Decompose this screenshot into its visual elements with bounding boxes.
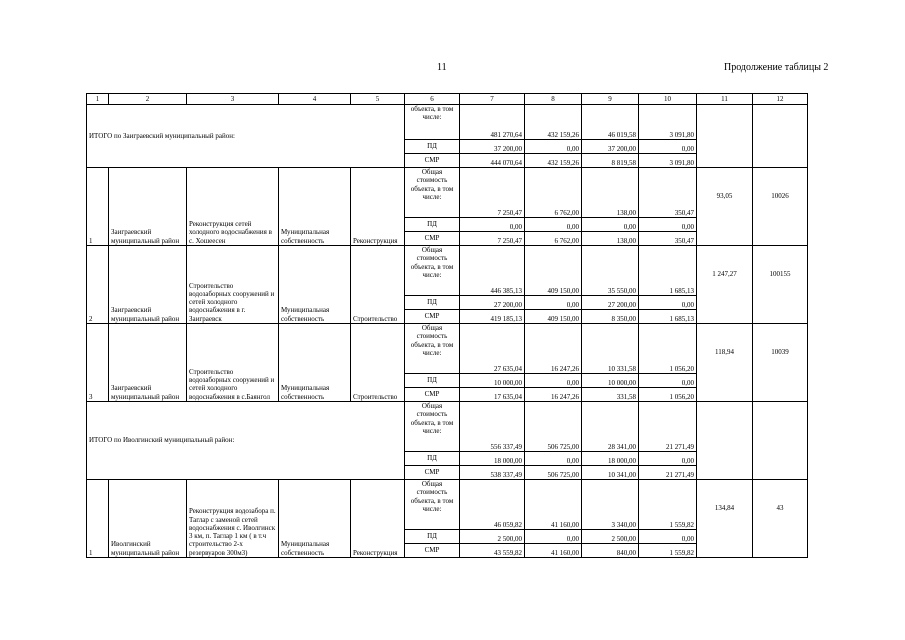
value-cell: 10 341,00 [582, 466, 639, 480]
object-row [87, 324, 808, 374]
header-cell: 1 [87, 94, 109, 105]
value-cell: 35 550,00 [582, 246, 639, 296]
value-cell: 2 500,00 [582, 530, 639, 544]
category-cell: ПД [405, 218, 460, 232]
value-cell: 0,00 [525, 218, 582, 232]
col11-cell: 118,94 [697, 324, 753, 402]
value-cell: 27 635,04 [460, 324, 525, 374]
value-cell: 17 635,04 [460, 388, 525, 402]
value-cell: 556 337,49 [460, 402, 525, 452]
header-cell: 8 [525, 94, 582, 105]
value-cell: 27 200,00 [582, 296, 639, 310]
total-label: ИТОГО по Заиграевский муниципальный район: [87, 105, 405, 168]
value-cell: 18 000,00 [460, 452, 525, 466]
value-cell: 0,00 [525, 530, 582, 544]
header-cell: 10 [639, 94, 697, 105]
row-number: 3 [87, 324, 109, 402]
category-cell: ПД [405, 452, 460, 466]
category-cell: Общая стоимость объекта, в том числе: [405, 402, 460, 452]
value-cell: 331,58 [582, 388, 639, 402]
value-cell: 46 059,82 [460, 480, 525, 530]
value-cell: 0,00 [460, 218, 525, 232]
header-cell: 9 [582, 94, 639, 105]
value-cell: 0,00 [639, 530, 697, 544]
value-cell: 0,00 [639, 218, 697, 232]
value-cell: 37 200,00 [460, 140, 525, 154]
value-cell: 1 056,20 [639, 388, 697, 402]
col11-cell: 134,84 [697, 480, 753, 558]
data-table [86, 93, 808, 558]
value-cell: 6 762,00 [525, 232, 582, 246]
object-row [87, 480, 808, 530]
value-cell: 43 559,82 [460, 544, 525, 558]
value-cell: 8 819,58 [582, 154, 639, 168]
work-type-cell: Реконструкция [351, 168, 405, 246]
value-cell: 409 150,00 [525, 310, 582, 324]
category-cell: ПД [405, 374, 460, 388]
value-cell: 538 337,49 [460, 466, 525, 480]
total-row [87, 105, 808, 140]
value-cell: 1 685,13 [639, 246, 697, 296]
object-name-cell: Реконструкция водозабора п. Таглар с заменой сетей водоснабжения с. Иволгинск 3 км, п. Таглар 1 км ( в т.ч строительство 2-х резервуаров 300м3) [187, 480, 279, 558]
value-cell: 481 270,64 [460, 105, 525, 140]
col11-cell [697, 402, 753, 480]
object-row [87, 246, 808, 296]
category-cell: СМР [405, 232, 460, 246]
value-cell: 1 685,13 [639, 310, 697, 324]
value-cell: 0,00 [639, 452, 697, 466]
value-cell: 138,00 [582, 168, 639, 218]
header-cell: 5 [351, 94, 405, 105]
value-cell: 432 159,26 [525, 154, 582, 168]
ownership-cell: Муниципальная собственность [279, 246, 351, 324]
header-cell: 3 [187, 94, 279, 105]
value-cell: 0,00 [639, 296, 697, 310]
value-cell: 2 500,00 [460, 530, 525, 544]
value-cell: 506 725,00 [525, 466, 582, 480]
category-cell: ПД [405, 530, 460, 544]
object-name-cell: Реконструкция сетей холодного водоснабжения в с. Хошеесен [187, 168, 279, 246]
value-cell: 506 725,00 [525, 402, 582, 452]
row-number: 2 [87, 246, 109, 324]
header-cell: 7 [460, 94, 525, 105]
value-cell: 37 200,00 [582, 140, 639, 154]
category-cell: объекта, в том числе: [405, 105, 460, 140]
object-name-cell: Строительство водозаборных сооружений и сетей холодного водоснабжения в г. Заиграевск [187, 246, 279, 324]
col12-cell: 10026 [753, 168, 808, 246]
col11-cell: 93,05 [697, 168, 753, 246]
value-cell: 3 091,80 [639, 154, 697, 168]
value-cell: 1 056,20 [639, 324, 697, 374]
value-cell: 446 385,13 [460, 246, 525, 296]
ownership-cell: Муниципальная собственность [279, 480, 351, 558]
col12-cell: 10039 [753, 324, 808, 402]
value-cell: 0,00 [639, 140, 697, 154]
value-cell: 1 559,82 [639, 544, 697, 558]
value-cell: 0,00 [639, 374, 697, 388]
total-row [87, 402, 808, 452]
category-cell: СМР [405, 154, 460, 168]
row-number: 1 [87, 168, 109, 246]
category-cell: ПД [405, 140, 460, 154]
work-type-cell: Реконструкция [351, 480, 405, 558]
value-cell: 7 250,47 [460, 168, 525, 218]
value-cell: 350,47 [639, 232, 697, 246]
value-cell: 41 160,00 [525, 480, 582, 530]
value-cell: 16 247,26 [525, 324, 582, 374]
value-cell: 41 160,00 [525, 544, 582, 558]
value-cell: 27 200,00 [460, 296, 525, 310]
value-cell: 10 000,00 [582, 374, 639, 388]
value-cell: 10 000,00 [460, 374, 525, 388]
ownership-cell: Муниципальная собственность [279, 168, 351, 246]
total-label: ИТОГО по Иволгинский муниципальный район: [87, 402, 405, 480]
district-cell: Заиграевский муниципальный район [109, 324, 187, 402]
ownership-cell: Муниципальная собственность [279, 324, 351, 402]
value-cell: 7 250,47 [460, 232, 525, 246]
col12-cell [753, 402, 808, 480]
work-type-cell: Строительство [351, 246, 405, 324]
value-cell: 16 247,26 [525, 388, 582, 402]
value-cell: 6 762,00 [525, 168, 582, 218]
header-cell: 11 [697, 94, 753, 105]
value-cell: 840,00 [582, 544, 639, 558]
work-type-cell: Строительство [351, 324, 405, 402]
col12-cell: 43 [753, 480, 808, 558]
district-cell: Заиграевский муниципальный район [109, 246, 187, 324]
value-cell: 0,00 [582, 218, 639, 232]
row-number: 1 [87, 480, 109, 558]
value-cell: 18 000,00 [582, 452, 639, 466]
category-cell: СМР [405, 388, 460, 402]
value-cell: 138,00 [582, 232, 639, 246]
district-cell: Иволгинский муниципальный район [109, 480, 187, 558]
value-cell: 28 341,00 [582, 402, 639, 452]
value-cell: 10 331,58 [582, 324, 639, 374]
col12-cell [753, 105, 808, 168]
district-cell: Заиграевский муниципальный район [109, 168, 187, 246]
value-cell: 3 091,80 [639, 105, 697, 140]
value-cell: 432 159,26 [525, 105, 582, 140]
object-name-cell: Строительство водозаборных сооружений и сетей холодного водоснабжения в с.Баянгол [187, 324, 279, 402]
value-cell: 46 019,58 [582, 105, 639, 140]
header-cell: 6 [405, 94, 460, 105]
value-cell: 0,00 [525, 296, 582, 310]
value-cell: 444 070,64 [460, 154, 525, 168]
value-cell: 3 340,00 [582, 480, 639, 530]
value-cell: 409 150,00 [525, 246, 582, 296]
col11-cell [697, 105, 753, 168]
col11-cell: 1 247,27 [697, 246, 753, 324]
value-cell: 8 350,00 [582, 310, 639, 324]
value-cell: 1 559,82 [639, 480, 697, 530]
value-cell: 21 271,49 [639, 466, 697, 480]
object-row [87, 168, 808, 218]
category-cell: ПД [405, 296, 460, 310]
table-continuation-label: Продолжение таблицы 2 [724, 62, 829, 73]
col12-cell: 100155 [753, 246, 808, 324]
value-cell: 350,47 [639, 168, 697, 218]
value-cell: 419 185,13 [460, 310, 525, 324]
value-cell: 0,00 [525, 374, 582, 388]
category-cell: Общая стоимость объекта, в том числе: [405, 324, 460, 374]
header-cell: 2 [109, 94, 187, 105]
category-cell: СМР [405, 466, 460, 480]
page-number: 11 [437, 62, 447, 73]
value-cell: 0,00 [525, 452, 582, 466]
header-row [87, 94, 808, 105]
category-cell: Общая стоимость объекта, в том числе: [405, 168, 460, 218]
category-cell: Общая стоимость объекта, в том числе: [405, 246, 460, 296]
category-cell: СМР [405, 544, 460, 558]
category-cell: СМР [405, 310, 460, 324]
header-cell: 4 [279, 94, 351, 105]
value-cell: 21 271,49 [639, 402, 697, 452]
header-cell: 12 [753, 94, 808, 105]
category-cell: Общая стоимость объекта, в том числе: [405, 480, 460, 530]
value-cell: 0,00 [525, 140, 582, 154]
